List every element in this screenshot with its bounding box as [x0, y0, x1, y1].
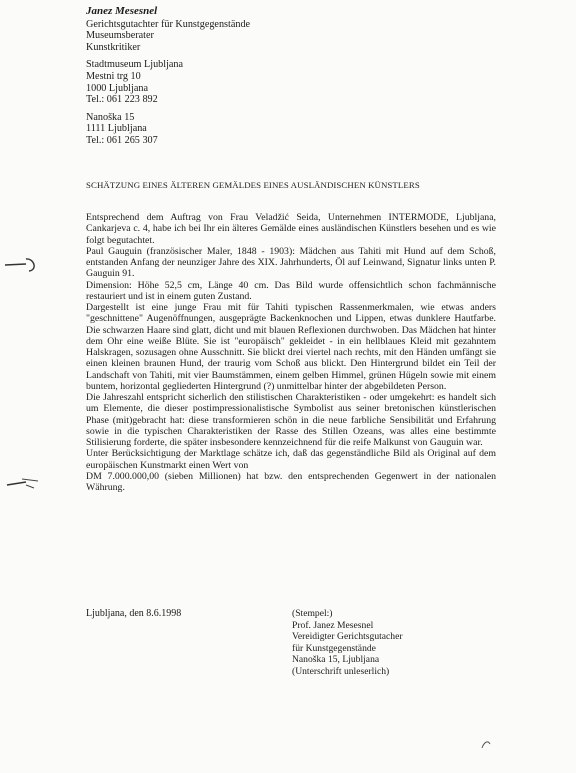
- stamp-line: Vereidigter Gerichtsgutacher: [292, 631, 403, 643]
- role-line: Gerichtsgutachter für Kunstgegenstände: [86, 18, 251, 30]
- corner-scan-mark: [478, 736, 498, 752]
- paragraph: Dargestellt ist eine junge Frau mit für Tahiti typischen Rassenmerkmalen, wie etwas anders "geschnittene" Augenöffnungen, ausgeprägte Backenknochen und Lippen, etwas dunklere Hautfarbe. Die schwarzen Haare sind glatt, dicht und mit blauen Reflexionen durchwoben. Das Mädchen hat hinter dem Ohr eine weiße Blüte. Sie ist "europäisch" gekleidet - in ein hellblaues Kleid mit gezahntem Halskragen, sozusagen ohne Ausschnitt. Sie blickt drei viertel nach rechts, mit den Händen umfängt sie einen kleinen braunen Hund, der traurig vom Schoß aus blickt. Den Hintergrund bildet ein Teil der Landschaft von Tahiti, mit vier Baumstämmen, einem gelben Himmel, grünen Hügeln sowie mit einem buntem, horizontal gegliederten Hintergrund (?) unmittelbar hinter der abgebildeten Person.: [86, 302, 496, 392]
- role-line: Museumsberater: [86, 30, 154, 42]
- address-line: Stadtmuseum Ljubljana: [86, 59, 184, 71]
- paragraph: Die Jahreszahl entspricht sicherlich den stilistischen Charakteristiken - oder umgekehrt: es handelt sich um Elemente, die dieser postimpressionalistische Symbolist aus seiner bretonischen künstlerischen Phase (mit)gebracht hat: diese transformieren schön in die neue farbliche Sensibilität und Erfahrung sowie in die typischen Charakteristiken der Rasse des Stillen Ozeans, was alles eine bestimmte Stilisierung forderte, die später insbesondere kennzeichnend für die reife Malkunst von Gauguin war.: [86, 392, 496, 448]
- letterhead: [86, 6, 250, 147]
- address-line: 1111 Ljubljana: [86, 123, 147, 135]
- phone-line: Tel.: 061 265 307: [86, 134, 158, 146]
- address-line: 1000 Ljubljana: [86, 82, 148, 94]
- document-title: SCHÄTZUNG EINES ÄLTEREN GEMÄLDES EINES AUSLÄNDISCHEN KÜNSTLERS: [86, 180, 420, 190]
- stamp-line: Nanoška 15, Ljubljana: [292, 654, 380, 666]
- author-name: Janez Mesesnel: [86, 5, 158, 17]
- paragraph: DM 7.000.000,00 (sieben Millionen) hat bzw. den entsprechenden Gegenwert in der nationalen Währung.: [86, 470, 496, 493]
- paragraph: Dimension: Höhe 52,5 cm, Länge 40 cm. Das Bild wurde offensichtlich schon fachmännische restauriert und ist in einem guten Zustand.: [86, 279, 496, 302]
- role-line: Kunstkritiker: [86, 41, 141, 53]
- phone-line: Tel.: 061 223 892: [86, 94, 158, 106]
- margin-scan-mark: [4, 476, 44, 494]
- margin-scan-mark: [2, 256, 42, 274]
- document-body: [86, 212, 496, 493]
- paragraph: Entsprechend dem Auftrag von Frau Veladžić Seida, Unternehmen INTERMODE, Ljubljana, Cankarjeva c. 4, habe ich bei Ihr ein älteres Gemälde eines ausländischen Künstlers besehen und es wie folgt begutachtet.: [86, 212, 496, 246]
- paragraph: Paul Gauguin (französischer Maler, 1848 - 1903): Mädchen aus Tahiti mit Hund auf dem Schoß, entstanden Anfang der neunziger Jahre des XIX. Jahrhunderts, Öl auf Leinwand, Signatur links unten P. Gauguin 91.: [86, 245, 496, 280]
- stamp-line: (Unterschrift unleserlich): [292, 665, 390, 677]
- stamp-line: (Stempel:): [292, 608, 333, 619]
- place-date: Ljubljana, den 8.6.1998: [86, 608, 182, 619]
- paragraph: Unter Berücksichtigung der Marktlage schätze ich, daß das gegenständliche Bild als Original auf dem europäischen Kunstmarkt einen Wert von: [86, 448, 496, 471]
- address-line: Nanoška 15: [86, 111, 135, 123]
- stamp-block: [292, 608, 403, 678]
- address-line: Mestni trg 10: [86, 70, 141, 82]
- stamp-line: für Kunstgegenstände: [292, 642, 376, 654]
- stamp-line: Prof. Janez Mesesnel: [292, 619, 374, 631]
